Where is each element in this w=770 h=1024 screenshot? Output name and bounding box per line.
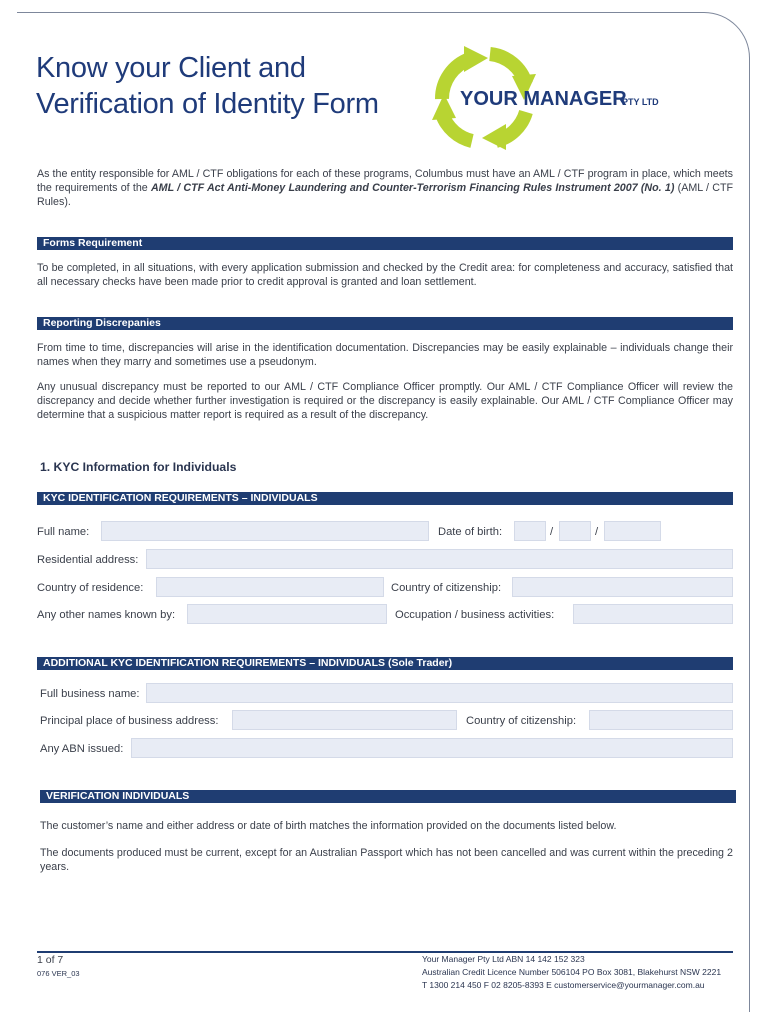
footer-contact: T 1300 214 450 F 02 8205-8393 E customerservice@yourmanager.com.au <box>422 980 705 990</box>
country-of-residence-label: Country of residence: <box>37 582 144 594</box>
business-country-citizenship-label: Country of citizenship: <box>466 715 577 727</box>
other-names-label: Any other names known by: <box>37 609 176 621</box>
dob-year-field[interactable] <box>604 521 661 541</box>
dob-label: Date of birth: <box>438 526 503 538</box>
abn-label: Any ABN issued: <box>40 743 124 755</box>
dob-separator: / <box>550 526 554 538</box>
page-title <box>36 50 379 122</box>
occupation-field[interactable] <box>573 604 733 624</box>
title-line-1: Know your Client and <box>36 52 306 84</box>
abn-field[interactable] <box>131 738 733 758</box>
form-version: 076 VER_03 <box>37 969 80 978</box>
verification-heading: VERIFICATION INDIVIDUALS <box>40 790 736 803</box>
page-number: 1 of 7 <box>37 954 64 966</box>
residential-address-field[interactable] <box>146 549 733 569</box>
footer-divider <box>37 951 733 953</box>
title-line-2: Verification of Identity Form <box>36 88 379 120</box>
country-of-citizenship-field[interactable] <box>512 577 733 597</box>
logo-suffix: PTY LTD <box>622 97 659 107</box>
full-name-field[interactable] <box>101 521 429 541</box>
country-of-citizenship-label: Country of citizenship: <box>391 582 502 594</box>
kyc-requirements-heading: KYC IDENTIFICATION REQUIREMENTS – INDIVIDUALS <box>37 492 733 505</box>
occupation-label: Occupation / business activities: <box>395 609 555 621</box>
principal-place-label: Principal place of business address: <box>40 715 219 727</box>
residential-address-label: Residential address: <box>37 554 139 566</box>
forms-requirement-text: To be completed, in all situations, with every application submission and checked by the Credit area: for completeness and accuracy, satisfied that all necessary checks have been made prior to credit approval is granted and loan settlement. <box>37 262 733 288</box>
recycle-arrows-icon <box>430 44 690 150</box>
dob-month-field[interactable] <box>559 521 591 541</box>
intro-act-name: AML / CTF Act Anti-Money Laundering and Counter-Terrorism Financing Rules Instrument 2007 (No. 1) <box>150 182 675 194</box>
country-of-residence-field[interactable] <box>156 577 384 597</box>
intro-text: As the entity responsible for AML / CTF obligations for each of these programs, Columbus must have an AML / CTF program in place, which meets the requirements of the <box>37 168 733 194</box>
company-logo <box>430 44 690 150</box>
dob-separator: / <box>595 526 599 538</box>
discrepancies-para-1: From time to time, discrepancies will arise in the identification documentation. Discrepancies may be easily explainable – individuals change their names when they marry and sometimes use a pseudonym. <box>37 342 733 368</box>
verification-para-1: The customer’s name and either address or date of birth matches the information provided on the documents listed below. <box>40 820 617 832</box>
verification-para-2: The documents produced must be current, except for an Australian Passport which has not been cancelled and was current within the preceding 2 years. <box>40 847 733 873</box>
additional-kyc-heading: ADDITIONAL KYC IDENTIFICATION REQUIREMENTS – INDIVIDUALS (Sole Trader) <box>37 657 733 670</box>
footer-company: Your Manager Pty Ltd ABN 14 142 152 323 <box>422 954 585 964</box>
footer-licence: Australian Credit Licence Number 506104 PO Box 3081, Blakehurst NSW 2221 <box>422 967 722 977</box>
logo-brand: YOUR MANAGER <box>460 88 627 110</box>
principal-place-field[interactable] <box>232 710 457 730</box>
intro-text-end: (AML / CTF Rules). <box>37 182 733 208</box>
business-name-label: Full business name: <box>40 688 140 700</box>
section-1-heading: 1. KYC Information for Individuals <box>40 460 237 474</box>
business-name-field[interactable] <box>146 683 733 703</box>
dob-day-field[interactable] <box>514 521 546 541</box>
discrepancies-para-2: Any unusual discrepancy must be reported to our AML / CTF Compliance Officer promptly. Our AML / CTF Compliance Officer will review the discrepancy and decide whether further investigation is required or the discrepancy is easily explainable. Our AML / CTF Compliance Officer may determine that a suspicious matter report is required as a result of the discrepancy. <box>37 381 733 421</box>
discrepancies-heading: Reporting Discrepanies <box>37 317 733 330</box>
forms-requirement-heading: Forms Requirement <box>37 237 733 250</box>
intro-paragraph <box>37 167 733 209</box>
business-country-citizenship-field[interactable] <box>589 710 733 730</box>
full-name-label: Full name: <box>37 526 90 538</box>
other-names-field[interactable] <box>187 604 387 624</box>
